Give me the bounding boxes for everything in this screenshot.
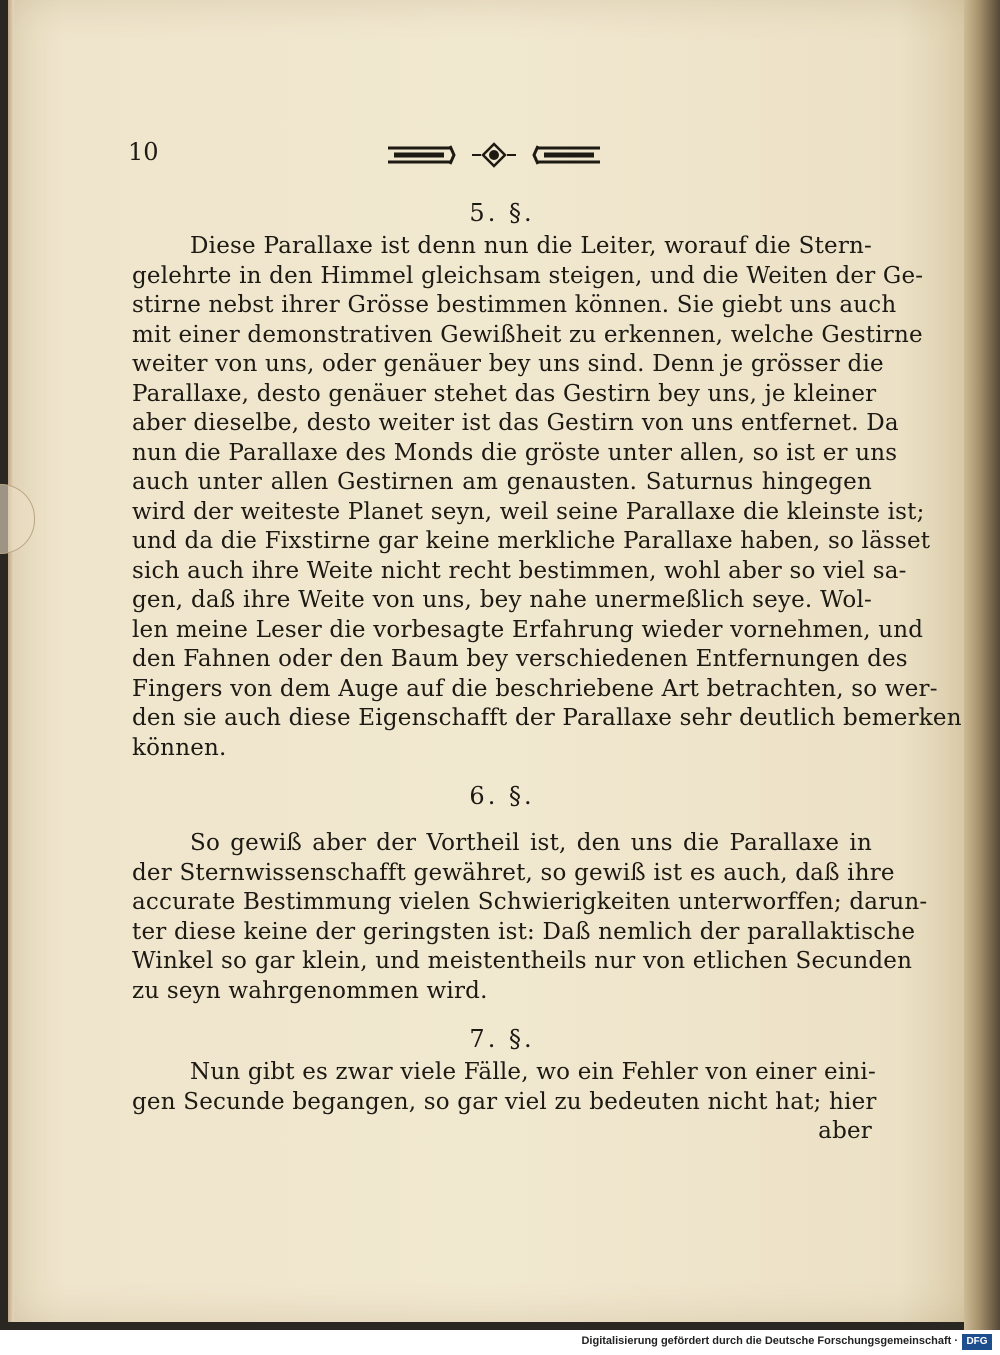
text-line: der Sternwissenschafft gewähret, so gewiß ist es auch, daß ihre bbox=[132, 859, 895, 886]
text-line: und da die Fixstirne gar keine merkliche Parallaxe haben, so lässet bbox=[132, 528, 931, 554]
body-text bbox=[132, 194, 962, 1147]
text-line: len meine Leser die vorbesagte Erfahrung wieder vornehmen, und bbox=[132, 616, 924, 643]
text-line: So gewiß aber der Vortheil ist, den uns die Parallaxe in bbox=[190, 830, 872, 856]
text-line: ter diese keine der geringsten ist: Daß nemlich der parallaktische bbox=[132, 918, 916, 945]
text-line: Fingers von dem Auge auf die beschriebene Art betrachten, so wer- bbox=[132, 675, 938, 702]
text-line: gen, daß ihre Weite von uns, bey nahe unermeßlich seye. Wol- bbox=[132, 587, 872, 613]
text-line: auch unter allen Gestirnen am genausten. Saturnus hingegen bbox=[132, 469, 872, 495]
catchword: aber bbox=[818, 1118, 872, 1144]
text-line: Parallaxe, desto genäuer stehet das Gestirn bey uns, je kleiner bbox=[132, 380, 877, 407]
text-line: accurate Bestimmung vielen Schwierigkeiten unterworffen; darun- bbox=[132, 889, 928, 915]
text-line: nun die Parallaxe des Monds die gröste unter allen, so ist er uns bbox=[132, 439, 898, 466]
section-heading-6: 6. §. bbox=[469, 782, 535, 810]
page-left-edge bbox=[8, 0, 14, 1322]
text-line: weiter von uns, oder genäuer bey uns sind. Denn je grösser die bbox=[132, 351, 884, 377]
text-line: gelehrte in den Himmel gleichsam steigen, und die Weiten der Ge- bbox=[132, 262, 924, 289]
text-line: aber dieselbe, desto weiter ist das Gestirn von uns entfernet. Da bbox=[132, 410, 899, 436]
digitization-footer bbox=[0, 1332, 1000, 1355]
text-line: den sie auch diese Eigenschafft der Parallaxe sehr deutlich bemerken bbox=[132, 705, 962, 731]
page-header bbox=[128, 138, 868, 174]
text-line: den Fahnen oder den Baum bey verschiedenen Entfernungen des bbox=[132, 646, 908, 672]
section-heading-5: 5. §. bbox=[469, 199, 535, 227]
text-line: zu seyn wahrgenommen wird. bbox=[132, 977, 488, 1004]
section-heading-7: 7. §. bbox=[469, 1025, 535, 1053]
text-line: stirne nebst ihrer Grösse bestimmen können. Sie giebt uns auch bbox=[132, 292, 897, 318]
text-line: sich auch ihre Weite nicht recht bestimmen, wohl aber so viel sa- bbox=[132, 557, 907, 584]
ornament-divider-icon bbox=[384, 140, 604, 170]
text-line: Winkel so gar klein, und meistentheils nur von etlichen Secunden bbox=[132, 948, 913, 974]
page-right-edge bbox=[964, 0, 1000, 1330]
page-number: 10 bbox=[128, 138, 159, 166]
text-line: können. bbox=[132, 734, 227, 761]
text-line: mit einer demonstrativen Gewißheit zu erkennen, welche Gestirne bbox=[132, 321, 923, 348]
text-line: wird der weiteste Planet seyn, weil seine Parallaxe die kleinste ist; bbox=[132, 498, 925, 525]
footer-credit: Digitalisierung gefördert durch die Deutsche Forschungsgemeinschaft · bbox=[581, 1335, 958, 1347]
dfg-logo-icon: DFG bbox=[962, 1334, 992, 1350]
text-line: gen Secunde begangen, so gar viel zu bedeuten nicht hat; hier bbox=[132, 1088, 877, 1115]
text-line: Diese Parallaxe ist denn nun die Leiter, worauf die Stern- bbox=[190, 233, 872, 259]
text-line: Nun gibt es zwar viele Fälle, wo ein Fehler von einer eini- bbox=[190, 1059, 876, 1085]
